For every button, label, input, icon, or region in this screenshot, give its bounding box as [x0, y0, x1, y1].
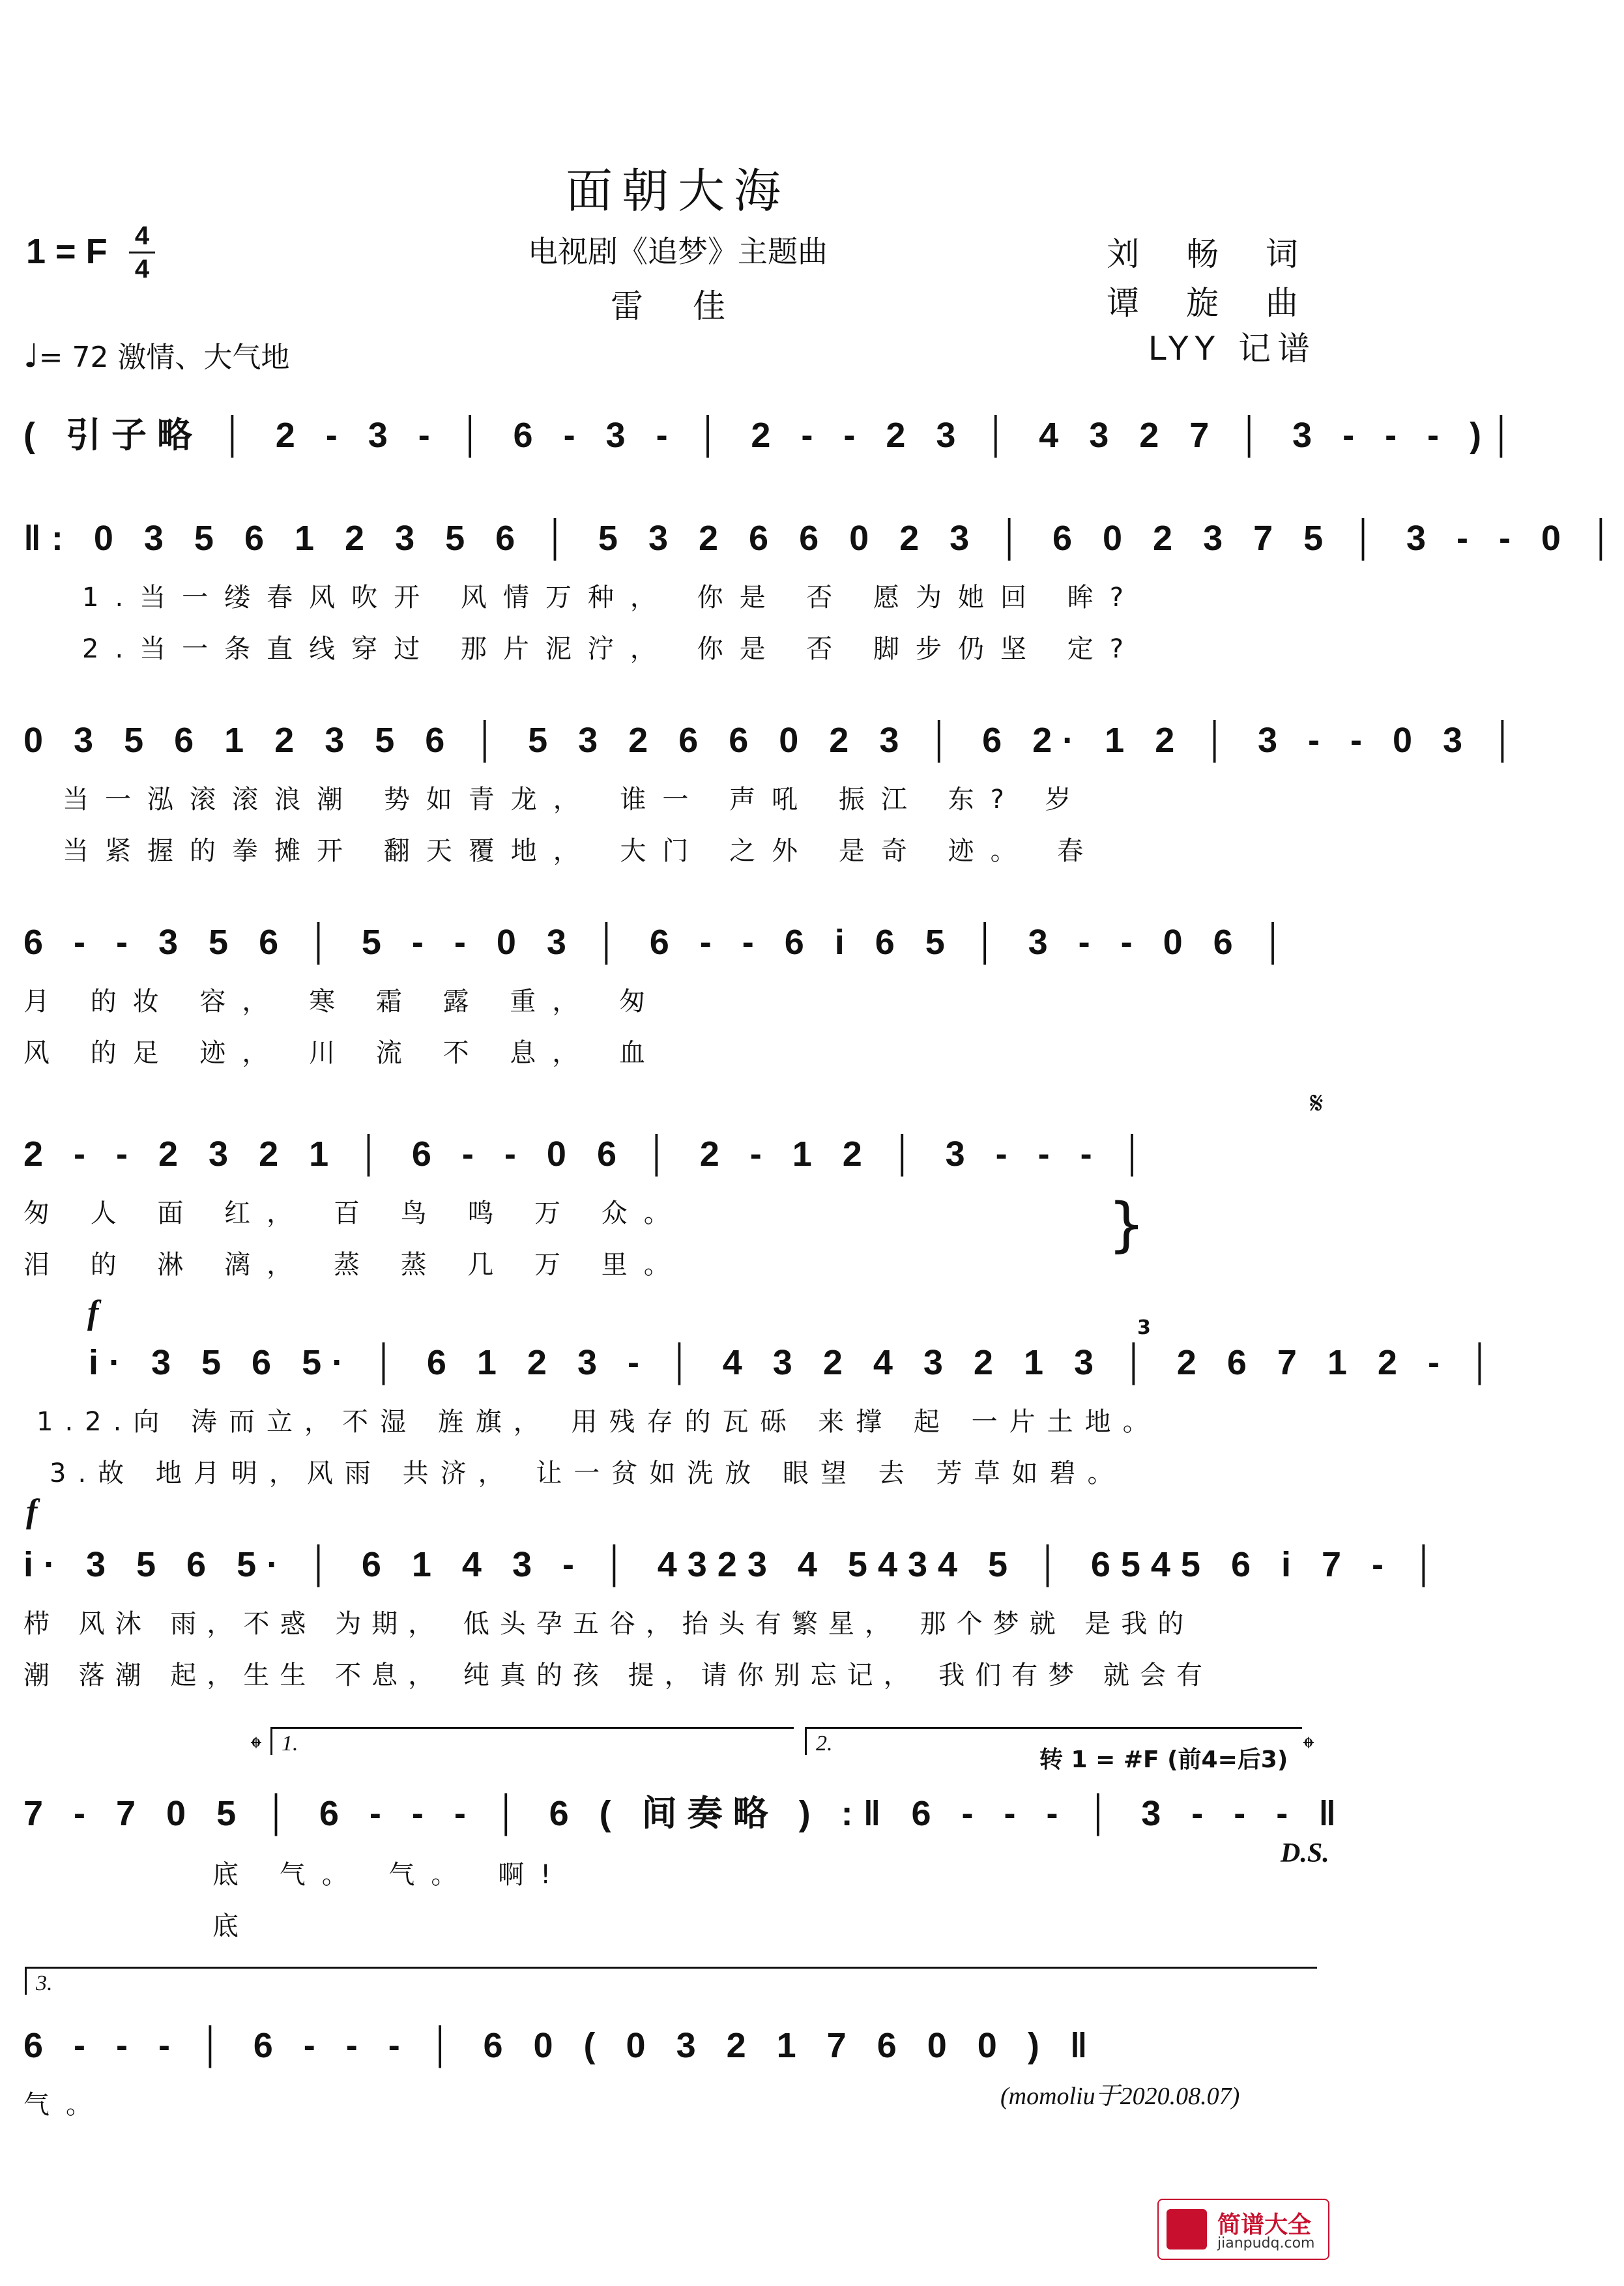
logo-mark-icon [1167, 2209, 1207, 2250]
lyric-verse-1: 匆 人 面 红， 百 鸟 鸣 万 众。 [23, 1198, 686, 1228]
logo-brand: 简谱大全 [1217, 2212, 1312, 2238]
quarter-note-icon: ♩ [23, 337, 39, 375]
lyric-verse-1: 1.当一缕春风吹开 风情万种， 你是 否 愿为她回 眸? [82, 583, 1140, 613]
notation-line: i· 3 5 6 5· │ 6 1 4 3 - │ 4323 4 5434 5 │ 6545 6 i 7 - │ [23, 1545, 1447, 1584]
lyric-verse-1: 栉 风沐 雨，不惑 为期， 低头孕五谷，抬头有繁星， 那个梦就 是我的 [23, 1609, 1195, 1639]
segno-icon: 𝄋 [1310, 1085, 1324, 1121]
lyricist: 刘 畅 词 [1107, 235, 1316, 273]
site-logo [1157, 2199, 1329, 2260]
notation-line: i· 3 5 6 5· │ 6 1 2 3 - │ 4 3 2 4 3 2 1 3 │ 2 6 7 1 2 - │ [89, 1343, 1503, 1382]
transcriber: LYY 记谱 [1148, 330, 1316, 368]
lyric-verse-2: 3.故 地月明，风雨 共济， 让一贫如洗放 眼望 去 芳草如碧。 [50, 1458, 1125, 1488]
notation-line: 6 - - - │ 6 - - - │ 6 0 ( 0 3 2 1 7 6 0 0 ) ‖ [23, 2026, 1098, 2065]
notation-line: ( 引子略 │ 2 - 3 - │ 6 - 3 - │ 2 - - 2 3 │ 4 3 2 7 │ 3 - - - )│ [23, 416, 1524, 455]
system-1 [23, 407, 1524, 457]
system-4 [23, 922, 1332, 1069]
volta-bracket-1 [270, 1727, 794, 1755]
singer: 雷 佳 [611, 287, 745, 325]
logo-url: jianpudq.com [1217, 2235, 1315, 2251]
triplet-marking: 3 [1137, 1316, 1151, 1339]
lyric-verse-2: 底 [212, 1911, 255, 1941]
system-7 [23, 1544, 1447, 1692]
modulation-marking: 转 1 = #F (前4=后3) [1039, 1746, 1288, 1773]
lyric-verse-1: 1.2.向 涛而立，不湿 旌旗， 用残存的瓦砾 来撑 起 一片土地。 [36, 1407, 1161, 1437]
coda-icon: 𝄌 [251, 1730, 261, 1765]
volta-bracket-3 [25, 1967, 1317, 1995]
lyric-verse-2: 潮 落潮 起，生生 不息， 纯真的孩 提，请你别忘记， 我们有梦 就会有 [23, 1660, 1213, 1690]
system-6 [23, 1342, 1503, 1490]
lyric-verse-1: 当一泓滚滚浪潮 势如青龙， 谁一 声吼 振江 东? 岁 [63, 785, 1088, 815]
lyric-verse-2: 泪 的 淋 漓， 蒸 蒸 几 万 里。 [23, 1250, 686, 1280]
meter-bottom: 4 [134, 255, 150, 283]
lyric-verse-2: 当紧握的拳摊开 翻天覆地， 大门 之外 是奇 迹。 春 [63, 836, 1100, 866]
system-2 [23, 518, 1624, 665]
dal-segno-marking: D.S. [1281, 1838, 1329, 1868]
coda-icon: 𝄌 [1303, 1730, 1314, 1765]
lyric-verse-1: 气。 [23, 2090, 108, 2120]
subtitle: 电视剧《追梦》主题曲 [528, 234, 828, 269]
lyric-verse-1: 底 气。 气。 啊! [212, 1860, 568, 1890]
key-signature: 1 = F [26, 232, 108, 271]
composer: 谭 旋 曲 [1107, 284, 1316, 322]
tempo-text: = 72 激情、大气地 [38, 341, 290, 374]
lyric-verse-1: 月 的妆 容， 寒 霜 露 重， 匆 [23, 987, 662, 1017]
song-title: 面朝大海 [565, 164, 790, 218]
tempo-marking [23, 334, 289, 375]
system-8 [23, 1786, 1347, 1943]
forte-marking: f [87, 1294, 99, 1331]
notation-line: 6 - - 3 5 6 │ 5 - - 0 3 │ 6 - - 6 i 6 5 │ 3 - - 0 6 │ [23, 923, 1296, 962]
notation-line: 7 - 7 0 5 │ 6 - - - │ 6 ( 间奏略 ) :‖ 6 - - - │ 3 - - - ‖ [23, 1794, 1347, 1833]
system-3 [23, 720, 1526, 867]
meter-top: 4 [134, 222, 150, 250]
notation-line: ‖: 0 3 5 6 1 2 3 5 6 │ 5 3 2 6 6 0 2 3 │ 6 0 2 3 7 5 │ 3 - - 0 │ [23, 519, 1624, 558]
lyric-verse-2: 风 的足 迹， 川 流 不 息， 血 [23, 1038, 662, 1068]
transcriber-signature: (momoliu于2020.08.07) [1000, 2083, 1240, 2110]
volta-label: 1. [282, 1731, 298, 1756]
notation-line: 0 3 5 6 1 2 3 5 6 │ 5 3 2 6 6 0 2 3 │ 6 2· 1 2 │ 3 - - 0 3 │ [23, 721, 1526, 760]
brace-icon: } [1108, 1191, 1146, 1259]
volta-label: 3. [36, 1971, 53, 1995]
forte-marking: f [26, 1493, 38, 1530]
volta-label: 2. [816, 1731, 833, 1756]
lyric-verse-2: 2.当一条直线穿过 那片泥泞， 你是 否 脚步仍坚 定? [82, 634, 1140, 664]
notation-line: 2 - - 2 3 2 1 │ 6 - - 0 6 │ 2 - 1 2 │ 3 - - - │ [23, 1135, 1155, 1174]
